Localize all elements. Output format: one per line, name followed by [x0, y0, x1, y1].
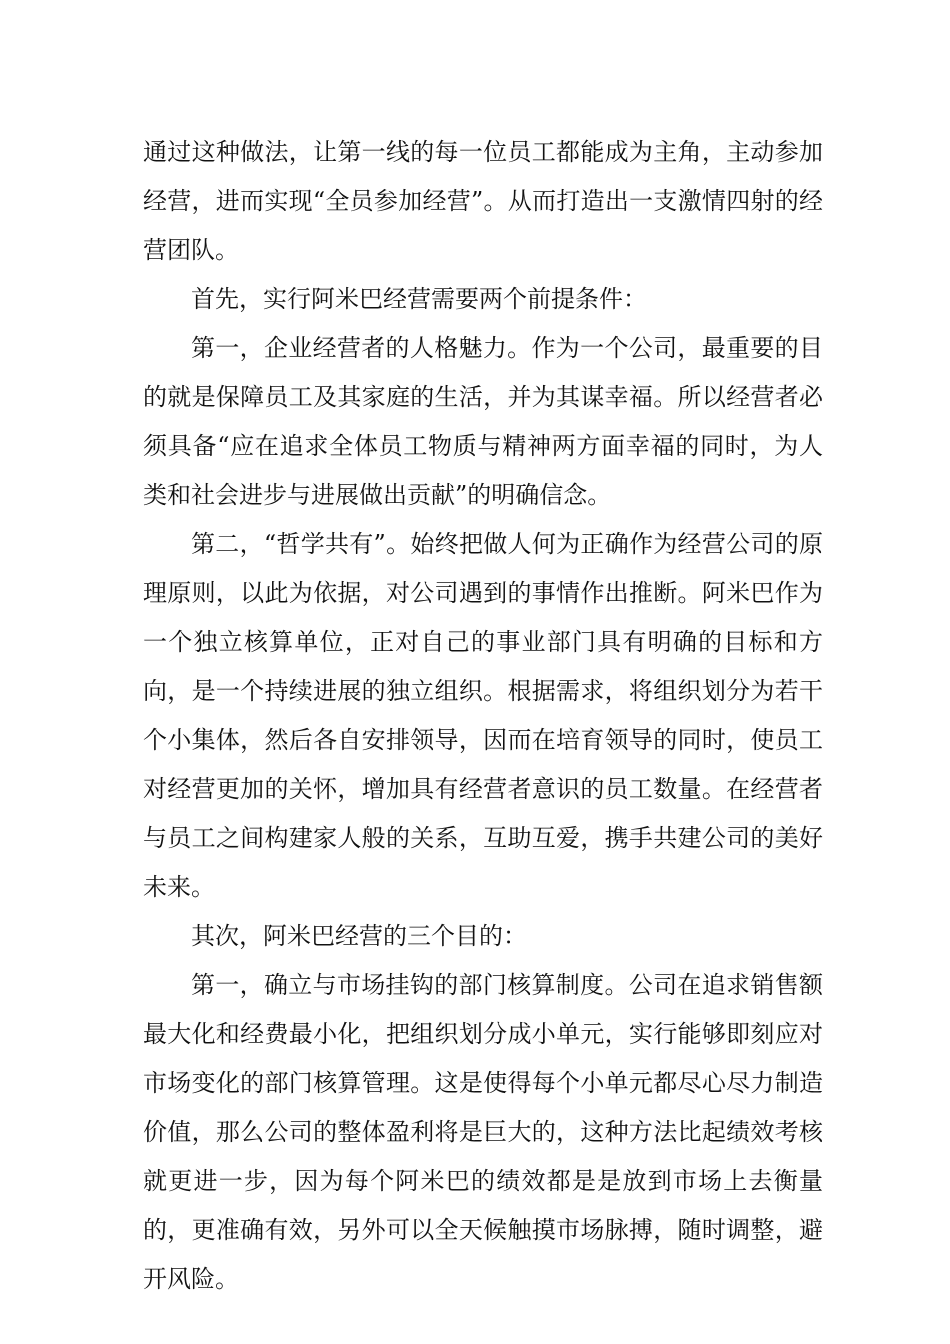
paragraph-2: 首先，实行阿米巴经营需要两个前提条件：	[191, 285, 647, 313]
paragraph-6: 第一，确立与市场挂钩的部门核算制度。公司在追求销售额最大化和经费最小化，把组织划分成小单元，实行能够即刻应对市场变化的部门核算管理。这是使得每个小单元都尽心尽力制造价值，那么公司的整体盈利将是巨大的，这种方法比起绩效考核就更进一步，因为每个阿米巴的绩效都是是放到市场上去衡量的，更准确有效，另外可以全天候触摸市场脉搏，随时调整，避开风险。	[143, 971, 823, 1293]
paragraph-1: 通过这种做法，让第一线的每一位员工都能成为主角，主动参加经营，进而实现“全员参加经营”。从而打造出一支激情四射的经营团队。	[143, 138, 823, 264]
body-text	[143, 128, 823, 1304]
paragraph-4: 第二，“哲学共有”。始终把做人何为正确作为经营公司的原理原则，以此为依据，对公司遇到的事情作出推断。阿米巴作为一个独立核算单位，正对自己的事业部门具有明确的目标和方向，是一个持续进展的独立组织。根据需求，将组织划分为若干个小集体，然后各自安排领导，因而在培育领导的同时，使员工对经营更加的关怀，增加具有经营者意识的员工数量。在经营者与员工之间构建家人般的关系，互助互爱，携手共建公司的美好未来。	[143, 530, 823, 901]
paragraph-3: 第一，企业经营者的人格魅力。作为一个公司，最重要的目的就是保障员工及其家庭的生活，并为其谋幸福。所以经营者必须具备“应在追求全体员工物质与精神两方面幸福的同时，为人类和社会进步与进展做出贡献”的明确信念。	[143, 334, 823, 509]
paragraph-5: 其次，阿米巴经营的三个目的：	[191, 922, 527, 950]
